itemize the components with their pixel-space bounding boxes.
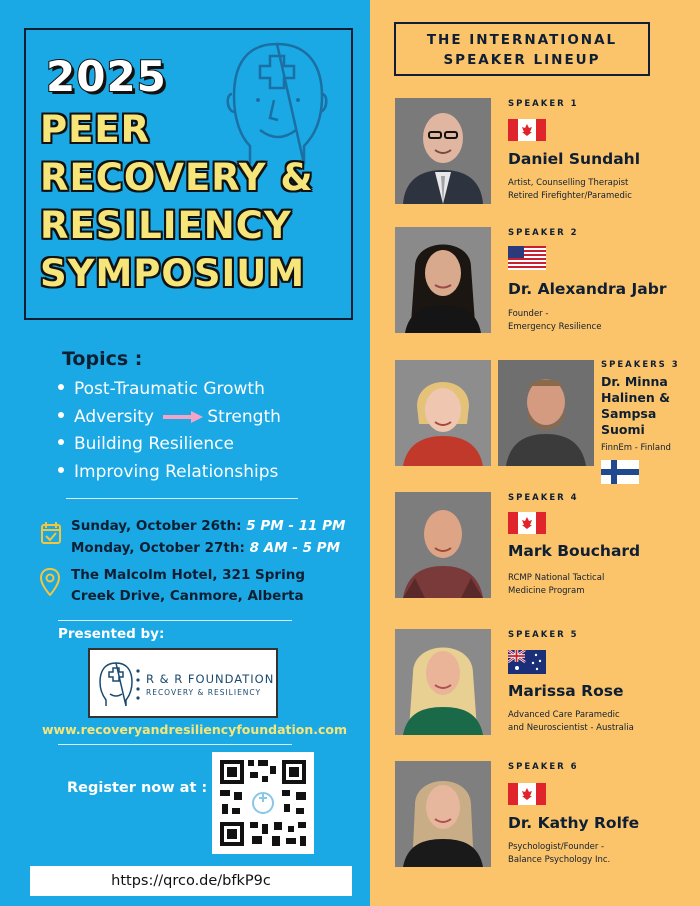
speaker-6-label: SPEAKER 6 (508, 762, 579, 772)
speaker-3-desc-1: FinnEm - Finland (601, 443, 671, 453)
divider (66, 498, 298, 499)
speaker-5-photo (395, 629, 491, 735)
speaker-4-desc-1: RCMP National Tactical (508, 573, 605, 583)
speaker-5-name: Marissa Rose (508, 682, 624, 700)
venue-address: The Malcolm Hotel, 321 Spring Creek Drive, Canmore, Alberta (71, 567, 305, 604)
title-line-3: RESILIENCY (40, 204, 292, 247)
speaker-1-photo (395, 98, 491, 204)
speaker-6-name: Dr. Kathy Rolfe (508, 814, 640, 832)
canada-flag-icon (508, 119, 546, 141)
topic-item: Adversity Strength (58, 404, 281, 432)
website-link[interactable]: www.recoveryandresiliencyfoundation.com (42, 722, 348, 737)
divider (58, 620, 292, 621)
canada-flag-icon (508, 512, 546, 534)
qr-code-icon (212, 752, 314, 854)
australia-flag-icon (508, 650, 546, 674)
date-line-2: Monday, October 27th: 8 AM - 5 PM (71, 540, 341, 556)
topic-item: Building Resilience (58, 431, 281, 459)
topics-heading: Topics : (62, 348, 143, 370)
qr-code[interactable] (212, 752, 314, 854)
register-url[interactable]: https://qrco.de/bfkP9c (30, 866, 352, 896)
title-line-2: RECOVERY & (40, 156, 314, 199)
usa-flag-icon (508, 246, 546, 270)
location-pin-icon (40, 568, 60, 596)
topic-item: Improving Relationships (58, 459, 281, 487)
speaker-4-desc-2: Medicine Program (508, 586, 585, 596)
speaker-2-name: Dr. Alexandra Jabr (508, 280, 667, 298)
speaker-4-label: SPEAKER 4 (508, 493, 579, 503)
speaker-5-desc-2: and Neuroscientist - Australia (508, 723, 634, 733)
speaker-3b-photo (498, 360, 594, 466)
speaker-1-label: SPEAKER 1 (508, 99, 579, 109)
right-panel (370, 0, 700, 906)
speaker-4-photo (395, 492, 491, 598)
canada-flag-icon (508, 783, 546, 805)
lineup-heading-line-1: THE INTERNATIONAL (426, 32, 618, 48)
logo-head-icon (96, 660, 136, 708)
speaker-6-desc-2: Balance Psychology Inc. (508, 855, 611, 865)
speaker-2-desc-1: Founder - (508, 309, 549, 319)
divider (58, 744, 292, 745)
speaker-2-photo (395, 227, 491, 333)
speaker-3a-photo (395, 360, 491, 466)
speaker-lineup-heading (394, 22, 650, 76)
head-cross-icon (222, 38, 332, 166)
presented-by-label: Presented by: (58, 626, 165, 642)
logo-subtitle: RECOVERY & RESILIENCY (146, 688, 262, 697)
speaker-5-desc-1: Advanced Care Paramedic (508, 710, 620, 720)
title-box (24, 28, 353, 320)
speaker-2-desc-2: Emergency Resilience (508, 322, 602, 332)
speaker-1-desc-2: Retired Firefighter/Paramedic (508, 191, 632, 201)
speaker-4-name: Mark Bouchard (508, 542, 641, 560)
topics-list (58, 376, 281, 486)
finland-flag-icon (601, 460, 639, 484)
speaker-1-name: Daniel Sundahl (508, 150, 641, 168)
speaker-6-desc-1: Psychologist/Founder - (508, 842, 605, 852)
register-label: Register now at : (67, 780, 208, 796)
logo-name: R & R FOUNDATION (146, 672, 275, 686)
title-line-1: PEER (40, 108, 151, 151)
speaker-3-label: SPEAKERS 3 (601, 360, 680, 370)
speaker-2-label: SPEAKER 2 (508, 228, 579, 238)
title-line-4: SYMPOSIUM (40, 252, 306, 295)
speaker-1-desc-1: Artist, Counselling Therapist (508, 178, 629, 188)
event-year: 2025 (46, 52, 167, 101)
calendar-icon (40, 521, 62, 545)
speaker-3-name: Dr. Minna Halinen & Sampsa Suomi (601, 374, 670, 437)
speaker-6-photo (395, 761, 491, 867)
logo-dots (136, 668, 140, 702)
topic-item: Post-Traumatic Growth (58, 376, 281, 404)
speaker-5-label: SPEAKER 5 (508, 630, 579, 640)
foundation-logo (88, 648, 278, 718)
lineup-heading-line-2: SPEAKER LINEUP (443, 52, 601, 68)
date-line-1: Sunday, October 26th: 5 PM - 11 PM (71, 518, 346, 534)
arrow-right-icon (161, 410, 205, 424)
